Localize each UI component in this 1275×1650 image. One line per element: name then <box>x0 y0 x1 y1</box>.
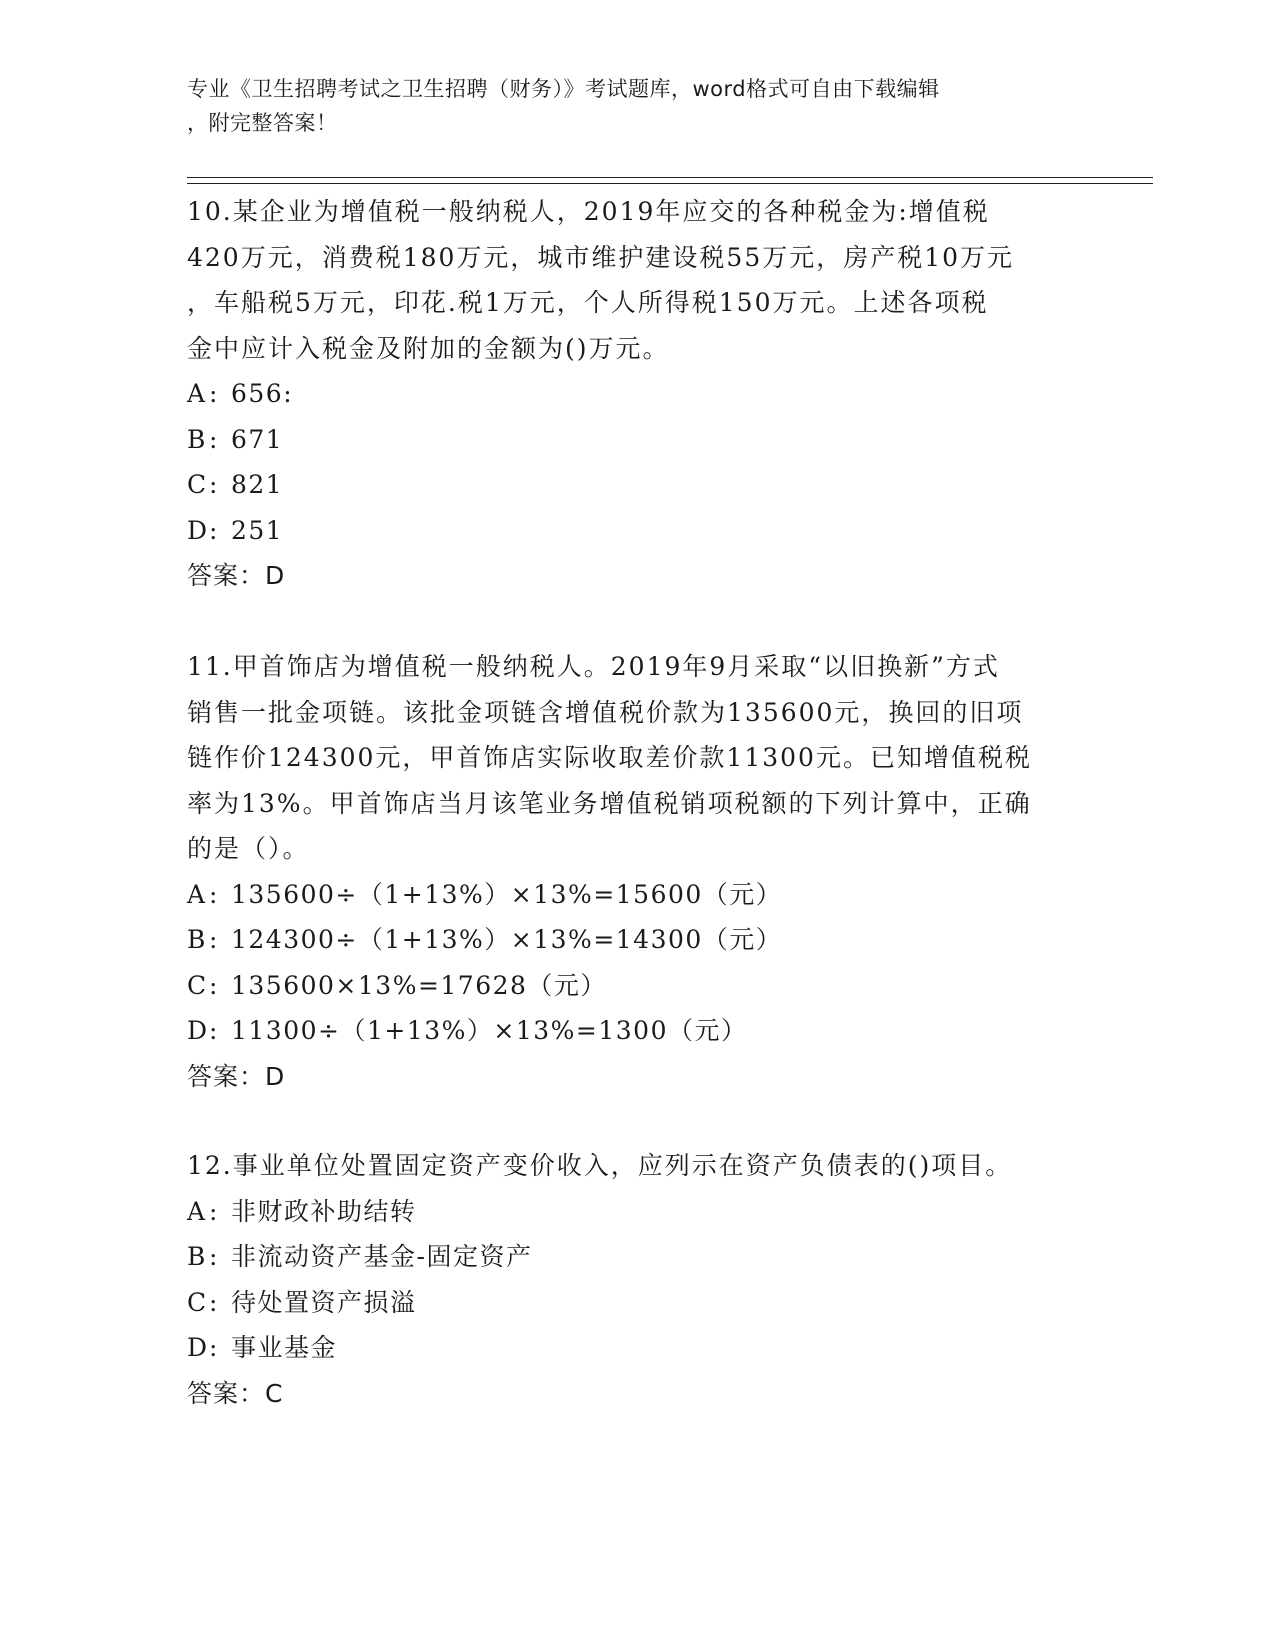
option-b: B: 671 <box>187 424 284 454</box>
question-line: 的是（）。 <box>187 834 310 863</box>
option-text: 11300÷（1+13%）×13%=1300（元） <box>231 1016 748 1045</box>
question-text <box>187 1143 1087 1189</box>
question-text <box>187 189 1087 371</box>
option-text: 251 <box>231 515 284 545</box>
answer-value: C <box>265 1378 284 1408</box>
option-text: 135600÷（1+13%）×13%=15600（元） <box>231 879 783 909</box>
option-d: D: 11300÷（1+13%）×13%=1300（元） <box>187 1016 748 1045</box>
question-11 <box>187 644 1087 1099</box>
header-line-1: 专业《卫生招聘考试之卫生招聘（财务）》考试题库，word格式可自由下载编辑 <box>187 77 940 101</box>
option-text: 656: <box>231 379 294 408</box>
question-10 <box>187 189 1087 599</box>
answer-label: 答案： <box>187 561 266 590</box>
option-text: 非财政补助结转 <box>231 1196 417 1226</box>
option-text: 671 <box>231 424 284 454</box>
question-line: ，车船税5万元，印花.税1万元，个人所得税150万元。上述各项税 <box>187 288 989 317</box>
answer-label: 答案： <box>187 1378 266 1408</box>
option-d: D: 事业基金 <box>187 1333 338 1362</box>
option-text: 非流动资产基金-固定资产 <box>231 1242 533 1271</box>
option-text: 135600×13%=17628（元） <box>231 970 607 1000</box>
answer-value: D <box>265 561 286 590</box>
option-a: A: 非财政补助结转 <box>187 1196 417 1226</box>
question-line: 率为13%。甲首饰店当月该笔业务增值税销项税额的下列计算中，正确 <box>187 788 1032 818</box>
option-text: 待处置资产损溢 <box>231 1287 417 1317</box>
option-b: B: 124300÷（1+13%）×13%=14300（元） <box>187 925 783 954</box>
question-line: 链作价124300元，甲首饰店实际收取差价款11300元。已知增值税税 <box>187 743 1032 772</box>
question-line: 销售一批金项链。该批金项链含增值税价款为135600元，换回的旧项 <box>187 697 1024 727</box>
question-line: 12.事业单位处置固定资产变价收入，应列示在资产负债表的()项目。 <box>187 1151 1013 1180</box>
answer-value: D <box>265 1061 286 1091</box>
question-12 <box>187 1143 1087 1416</box>
option-a: A: 656: <box>187 379 294 408</box>
document-header <box>187 72 1067 140</box>
header-line-2: ，附完整答案！ <box>187 111 338 135</box>
answer-label: 答案： <box>187 1061 266 1091</box>
answer-line <box>187 1371 1087 1417</box>
option-a: A: 135600÷（1+13%）×13%=15600（元） <box>187 879 783 909</box>
option-d: D: 251 <box>187 515 284 545</box>
question-text <box>187 644 1087 872</box>
answer-line <box>187 553 1087 599</box>
question-line: 金中应计入税金及附加的金额为()万元。 <box>187 333 670 363</box>
question-line: 11.甲首饰店为增值税一般纳税人。2019年9月采取“以旧换新”方式 <box>187 652 1000 681</box>
question-line: 420万元，消费税180万元，城市维护建设税55万元，房产税10万元 <box>187 242 1015 272</box>
option-c: C: 待处置资产损溢 <box>187 1287 417 1317</box>
answer-line <box>187 1054 1087 1100</box>
question-line: 10.某企业为增值税一般纳税人，2019年应交的各种税金为:增值税 <box>187 197 990 226</box>
option-b: B: 非流动资产基金-固定资产 <box>187 1242 533 1271</box>
header-divider-top <box>187 177 1153 178</box>
header-divider-bottom <box>187 183 1153 184</box>
option-text: 124300÷（1+13%）×13%=14300（元） <box>231 925 783 954</box>
option-c: C: 821 <box>187 470 284 499</box>
option-text: 821 <box>231 470 284 499</box>
option-text: 事业基金 <box>231 1333 338 1362</box>
option-c: C: 135600×13%=17628（元） <box>187 970 607 1000</box>
